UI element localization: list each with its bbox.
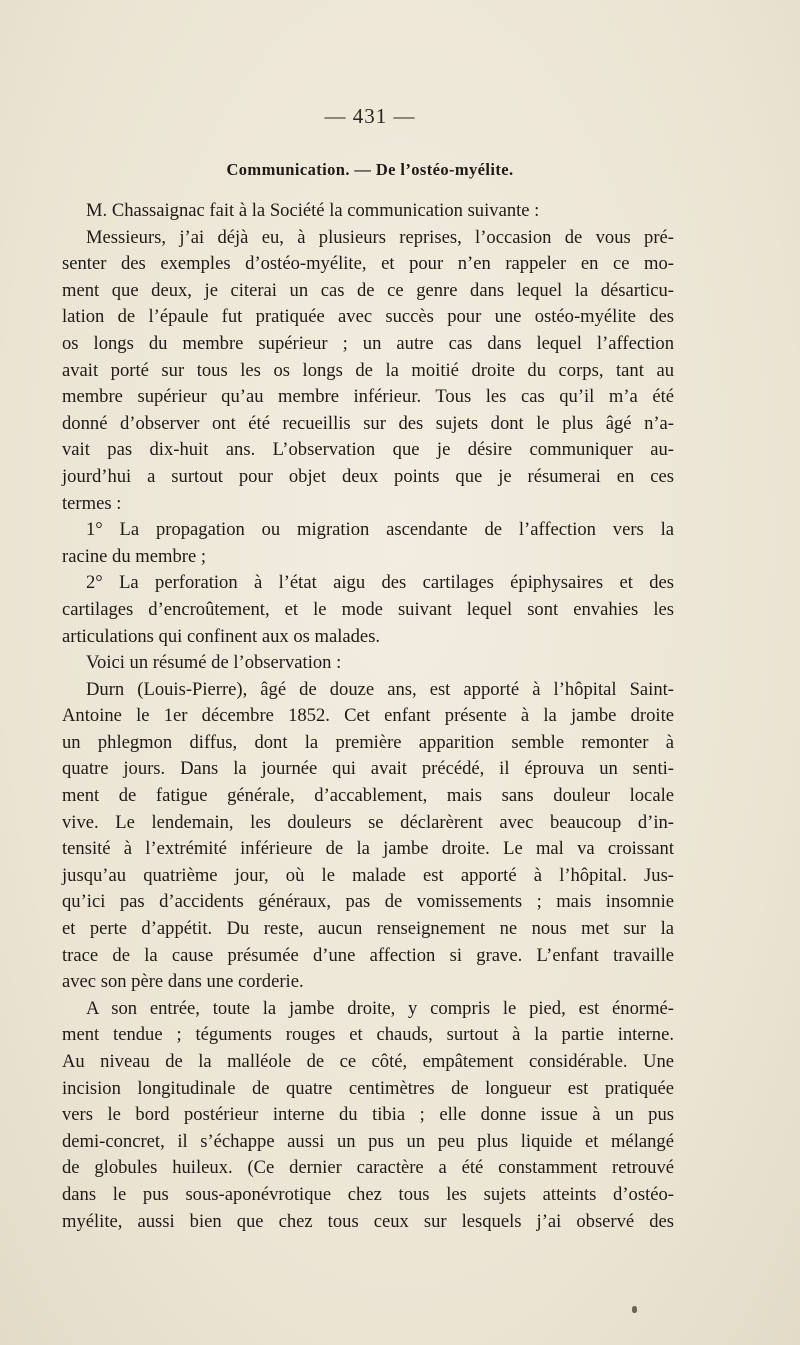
text-line: tensité à l’extrémité inférieure de la jambe droite. Le mal va croissant — [62, 838, 674, 860]
text-line: jourd’hui a surtout pour objet deux points que je résumerai en ces — [62, 465, 674, 487]
text-line: A son entrée, toute la jambe droite, y compris le pied, est énormé- — [86, 997, 674, 1019]
text-line: lation de l’épaule fut pratiquée avec succès pour une ostéo-myélite des — [62, 306, 674, 328]
text-line: quatre jours. Dans la journée qui avait précédé, il éprouva un senti- — [62, 758, 674, 780]
body-text — [62, 198, 674, 1235]
text-line: Antoine le 1er décembre 1852. Cet enfant présente à la jambe droite — [62, 705, 674, 727]
text-line: avait porté sur tous les os longs de la moitié droite du corps, tant au — [62, 359, 674, 381]
text-line: un phlegmon diffus, dont la première apparition semble remonter à — [62, 731, 674, 753]
text-line: trace de la cause présumée d’une affection si grave. L’enfant travaille — [62, 944, 674, 966]
text-line: Au niveau de la malléole de ce côté, empâtement considérable. Une — [62, 1051, 674, 1072]
text-line: incision longitudinale de quatre centimètres de longueur est pratiquée — [62, 1077, 674, 1099]
text-line: articulations qui confinent aux os malades. — [62, 625, 381, 647]
text-line: Durn (Louis-Pierre), âgé de douze ans, est apporté à l’hôpital Saint- — [86, 678, 674, 700]
text-line: donné d’observer ont été recueillis sur des sujets dont le plus âgé n’a- — [62, 412, 674, 434]
section-heading: Communication. — De l’ostéo-myélite. — [226, 160, 514, 179]
text-line: Messieurs, j’ai déjà eu, à plusieurs reprises, l’occasion de vous pré- — [86, 226, 674, 248]
ink-speck — [632, 1306, 637, 1313]
text-line: Voici un résumé de l’observation : — [86, 652, 342, 674]
text-line: ment tendue ; téguments rouges et chauds, surtout à la partie interne. — [62, 1024, 674, 1046]
text-line: M. Chassaignac fait à la Société la communication suivante : — [86, 200, 540, 221]
text-line: ment que deux, je citerai un cas de ce genre dans lequel la désarticu- — [62, 279, 674, 301]
text-line: jusqu’au quatrième jour, où le malade est apporté à l’hôpital. Jus- — [62, 864, 674, 886]
page-number: — 431 — — [324, 104, 416, 128]
text-line: membre supérieur qu’au membre inférieur. Tous les cas qu’il m’a été — [62, 386, 674, 408]
text-line: ment de fatigue générale, d’accablement, mais sans douleur locale — [62, 785, 674, 807]
text-line: 2° La perforation à l’état aigu des cartilages épiphysaires et des — [86, 572, 674, 594]
text-line: termes : — [62, 492, 122, 514]
text-line: dans le pus sous-aponévrotique chez tous les sujets atteints d’ostéo- — [62, 1183, 674, 1205]
text-line: vait pas dix-huit ans. L’observation que je désire communiquer au- — [62, 439, 674, 461]
text-line: vive. Le lendemain, les douleurs se déclarèrent avec beaucoup d’in- — [62, 811, 674, 833]
text-line: myélite, aussi bien que chez tous ceux sur lesquels j’ai observé des — [62, 1210, 674, 1232]
text-line: demi-concret, il s’échappe aussi un pus un peu plus liquide et mélangé — [62, 1130, 674, 1152]
text-line: avec son père dans une corderie. — [62, 971, 304, 993]
text-line: cartilages d’encroûtement, et le mode suivant lequel sont envahies les — [62, 598, 674, 620]
text-line: et perte d’appétit. Du reste, aucun renseignement ne nous met sur la — [62, 918, 674, 940]
text-line: senter des exemples d’ostéo-myélite, et pour n’en rappeler en ce mo- — [62, 253, 674, 275]
text-line: vers le bord postérieur interne du tibia ; elle donne issue à un pus — [62, 1104, 674, 1126]
text-line: os longs du membre supérieur ; un autre cas dans lequel l’affection — [62, 332, 674, 354]
text-line: 1° La propagation ou migration ascendante de l’affection vers la — [86, 519, 674, 541]
text-line: de globules huileux. (Ce dernier caractère a été constamment retrouvé — [62, 1157, 674, 1179]
text-line: qu’ici pas d’accidents généraux, pas de vomissements ; mais insomnie — [62, 891, 674, 913]
text-line: racine du membre ; — [62, 545, 207, 567]
